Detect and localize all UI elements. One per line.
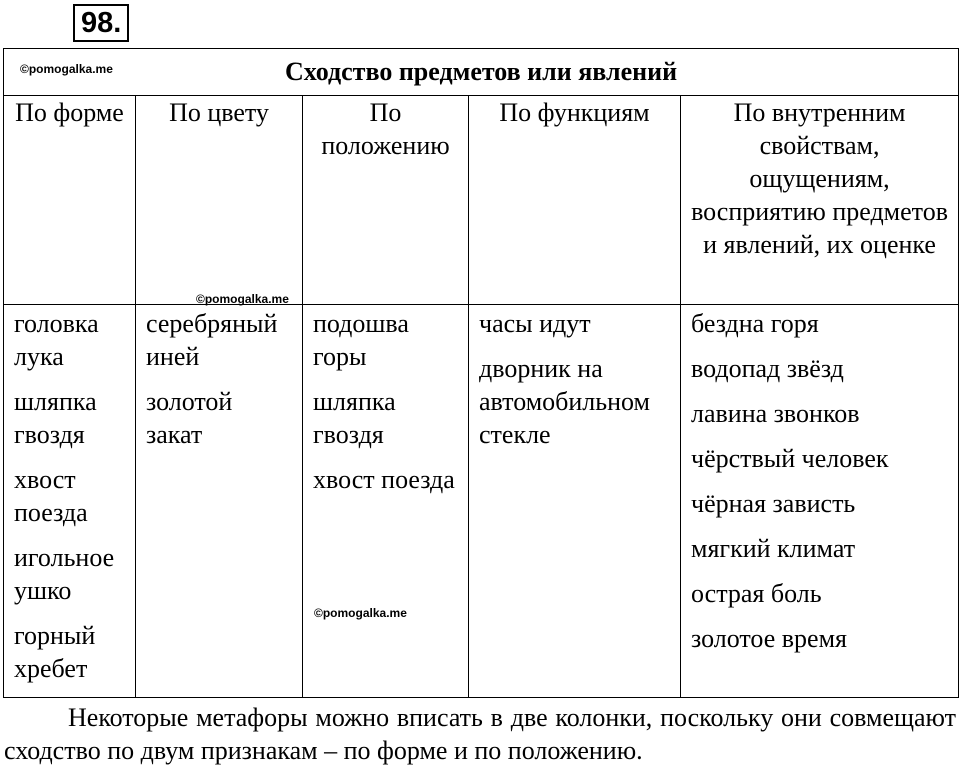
- watermark-text: ©pomogalka.me: [20, 62, 113, 76]
- column-header-position: По положению: [303, 96, 469, 305]
- list-item: шляпка гвоздя: [313, 387, 396, 449]
- column-form: [4, 305, 136, 698]
- list-item: золотой закат: [146, 387, 233, 449]
- list-item: часы идут: [479, 309, 591, 338]
- list-item: острая боль: [691, 579, 822, 608]
- table-header-row: [4, 96, 959, 305]
- list-item: горный хребет: [14, 621, 96, 683]
- list-item: подошва горы: [313, 309, 409, 371]
- similarity-table: [3, 48, 959, 698]
- list-item: лавина звонков: [691, 399, 860, 428]
- list-item: серебряный иней: [146, 309, 278, 371]
- table-title-row: [4, 49, 959, 96]
- explanatory-note: Некоторые метафоры можно вписать в две колонки, поскольку они совмещают сходство по двум признакам – по форме и по положению.: [4, 703, 956, 765]
- list-item: бездна горя: [691, 309, 819, 338]
- column-header-form: По форме: [4, 96, 136, 305]
- list-item: чёрная зависть: [691, 489, 856, 518]
- table-title: Сходство предметов или явлений: [4, 49, 959, 96]
- list-item: водопад звёзд: [691, 354, 844, 383]
- list-item: золотое время: [691, 624, 848, 653]
- column-color: [136, 305, 303, 698]
- column-header-inner-properties: По внутренним свойствам, ощущениям, восприятию предметов и явлений, их оценке: [681, 96, 959, 305]
- list-item: головка лука: [14, 309, 99, 371]
- watermark-text: ©pomogalka.me: [196, 292, 289, 306]
- table-body-row: [4, 305, 959, 698]
- task-number: 98.: [73, 4, 129, 42]
- watermark-text: ©pomogalka.me: [314, 606, 407, 620]
- list-item: чёрствый человек: [691, 444, 889, 473]
- list-item: игольное ушко: [14, 543, 115, 605]
- column-function: [469, 305, 681, 698]
- list-item: мягкий климат: [691, 534, 856, 563]
- column-header-function: По функциям: [469, 96, 681, 305]
- list-item: хвост поезда: [14, 465, 88, 527]
- list-item: хвост поезда: [313, 465, 455, 494]
- list-item: дворник на автомобильном стекле: [479, 354, 650, 449]
- column-position: [303, 305, 469, 698]
- column-inner-properties: [681, 305, 959, 698]
- list-item: шляпка гвоздя: [14, 387, 97, 449]
- column-header-color: По цвету: [136, 96, 303, 305]
